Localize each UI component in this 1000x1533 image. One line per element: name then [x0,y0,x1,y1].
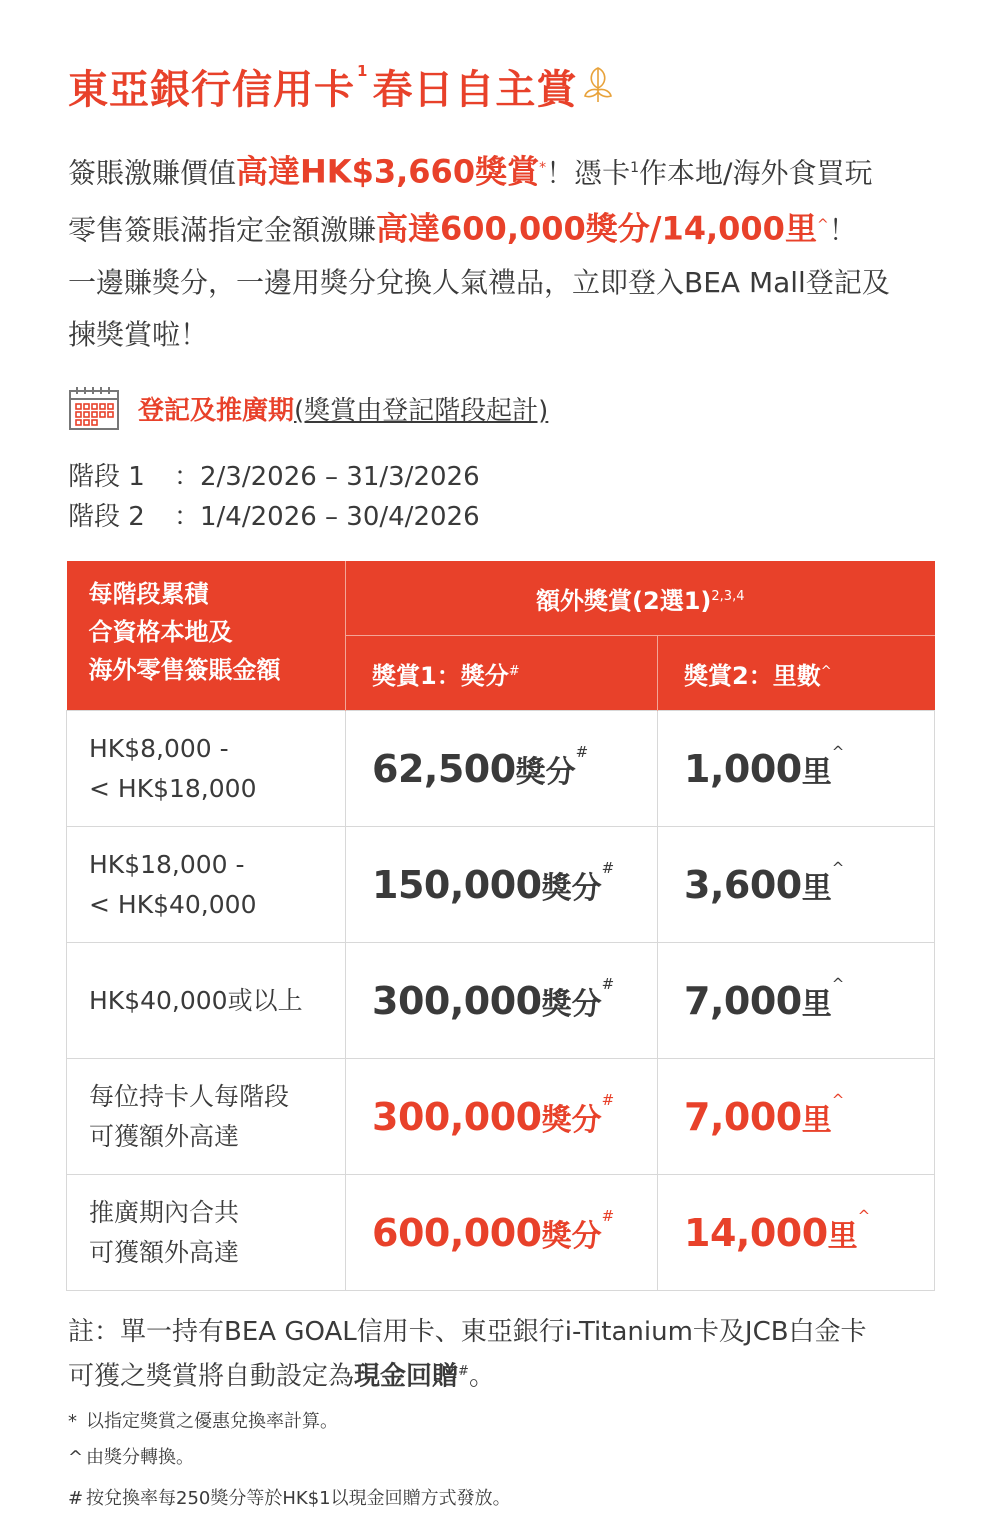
miles-unit: 里 [801,986,832,1022]
footnote-symbol: ^ [68,1447,84,1468]
phase-1 [68,456,480,493]
range-line: < HK$18,000 [89,773,257,803]
footnote-text: 以指定獎賞之優惠兌換率計算。 [86,1411,338,1432]
intro-text: ！憑卡 [546,156,631,190]
points-value: 62,500 [372,746,516,791]
table-header-spend [67,561,346,711]
range-line: HK$18,000 - [89,849,245,879]
points-cell [346,711,658,827]
footnote-mark: # [601,1206,615,1225]
points-cell [346,827,658,943]
header-label: 獎賞1：獎分 [372,661,509,690]
points-value: 300,000 [372,1094,542,1139]
title-text: 東亞銀行信用卡 [68,67,355,113]
miles-unit: 里 [827,1218,858,1254]
header-line: 每階段累積 [88,580,209,608]
points-cell [346,943,658,1059]
note-end: 。 [468,1361,495,1392]
intro-text: 一邊賺獎分，一邊用獎分兌換人氣禮品，立即登入BEA Mall登記及 [68,265,890,299]
spend-range-cell [67,827,346,943]
table-row [67,711,935,827]
points-unit: 獎分 [541,1218,602,1254]
header-label: 獎賞2：里數 [684,661,821,690]
footnote-mark: ^ [820,663,832,679]
header-label: 額外獎賞(2選1) [536,586,712,615]
points-unit: 獎分 [541,1102,602,1138]
note-line: 可獲之獎賞將自動設定為 [68,1361,355,1392]
miles-unit: 里 [801,754,832,790]
intro-paragraph [68,142,948,361]
points-value: 600,000 [372,1210,542,1255]
range-line: < HK$40,000 [89,889,257,919]
miles-cell [658,711,935,827]
intro-text: 簽賬激賺價值 [68,156,237,190]
miles-value: 7,000 [684,1094,802,1139]
miles-unit: 里 [801,870,832,906]
miles-cell [658,1059,935,1175]
footnote-text: 按兌換率每250獎分等於HK$1以現金回贈方式發放。 [86,1488,511,1509]
points-unit: 獎分 [541,870,602,906]
table-row [67,827,935,943]
footnote-mark: # [601,1090,615,1109]
table-header-option-points [346,636,658,711]
period-label: 登記及推廣期 [138,395,295,426]
table-header-extra-reward [346,561,935,636]
range-line: 每位持卡人每階段 [89,1081,290,1111]
footnote-mark: # [508,663,520,679]
footnote-symbol: * [68,1411,77,1432]
intro-text: 作本地/海外食買玩 [639,156,873,190]
intro-highlight-points: 高達600,000獎分/14,000里 [376,209,817,248]
intro-highlight-cash: 高達HK$3,660獎賞 [236,152,540,191]
table-row [67,1175,935,1291]
footnote-mark: ^ [831,858,845,877]
miles-cell [658,1175,935,1291]
miles-cell [658,943,935,1059]
phase-2 [68,496,480,533]
range-line: 可獲額外高達 [89,1237,240,1267]
range-line: HK$8,000 - [89,733,229,763]
table-row [67,1059,935,1175]
note-line: 註：單一持有BEA GOAL信用卡、東亞銀行i-Titanium卡及JCB白金卡 [68,1317,867,1347]
points-unit: 獎分 [541,986,602,1022]
footnote-item [68,1407,338,1433]
intro-text: ！ [828,213,857,247]
footnote-mark: # [601,974,615,993]
range-line: 可獲額外高達 [89,1121,240,1151]
points-cell [346,1175,658,1291]
footnote-mark: 2,3,4 [711,588,745,604]
footnote-mark: ^ [831,974,845,993]
footnote-mark: 1 [630,160,640,176]
footnote-mark: # [601,858,615,877]
miles-cell [658,827,935,943]
table-body [67,711,935,1291]
miles-value: 14,000 [684,1210,828,1255]
header-line: 海外零售簽賬金額 [88,656,281,684]
phase-dates: ：1/4/2026 – 30/4/2026 [174,502,480,532]
note-main [68,1312,948,1397]
intro-text: 揀獎賞啦！ [68,317,209,351]
phase-dates: ：2/3/2026 – 31/3/2026 [174,462,480,492]
page-title [68,58,613,115]
phase-name: 階段 2 [68,502,145,532]
spend-range-cell [67,1059,346,1175]
period-heading [68,384,548,432]
footnote-mark: # [575,742,589,761]
title-text-tail: 春日自主賞 [372,67,578,113]
footnote-mark: ^ [816,217,829,234]
points-value: 150,000 [372,862,542,907]
spend-range-cell [67,1175,346,1291]
range-line: 推廣期內合共 [89,1197,240,1227]
note-bold: 現金回贈 [354,1361,459,1392]
footnote-mark: * [539,160,547,176]
table-header-option-miles [658,636,935,711]
title-footnote-mark: 1 [357,62,369,80]
footnote-mark: ^ [857,1206,871,1225]
footnote-mark: # [458,1364,469,1379]
footnote-symbol: # [68,1488,84,1509]
period-note: (獎賞由登記階段起計) [294,395,549,426]
miles-unit: 里 [801,1102,832,1138]
intro-text: 零售簽賬滿指定金額激賺 [68,213,377,247]
table-row [67,943,935,1059]
footnote-item [68,1484,511,1510]
leaf-icon [583,62,613,114]
rewards-table [66,561,935,1291]
points-value: 300,000 [372,978,542,1023]
calendar-icon [68,385,120,431]
points-unit: 獎分 [515,754,576,790]
footnote-mark: ^ [831,742,845,761]
footnote-item [68,1443,194,1469]
points-cell [346,1059,658,1175]
spend-range-cell [67,943,346,1059]
header-line: 合資格本地及 [88,618,233,646]
range-line: HK$40,000或以上 [89,985,303,1015]
spend-range-cell [67,711,346,827]
miles-value: 3,600 [684,862,802,907]
miles-value: 1,000 [684,746,802,791]
miles-value: 7,000 [684,978,802,1023]
footnote-text: 由獎分轉換。 [86,1447,194,1468]
footnote-mark: ^ [831,1090,845,1109]
phase-name: 階段 1 [68,462,145,492]
